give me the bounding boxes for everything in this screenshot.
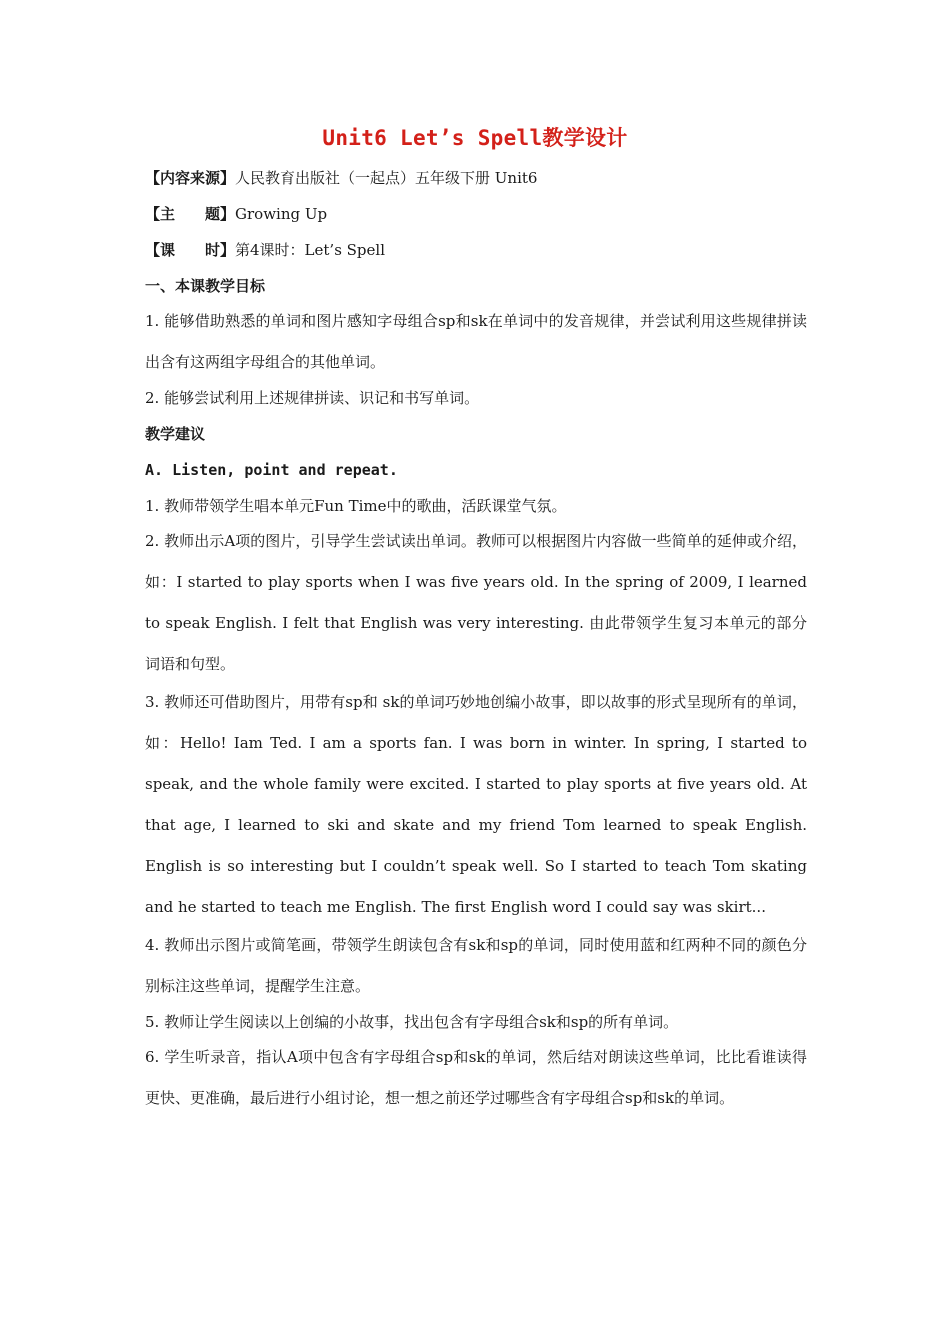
suggestion-item-5: 5. 教师让学生阅读以上创编的小故事，找出包含有字母组合sk和sp的所有单词。: [145, 1013, 679, 1031]
suggestion-item-1: 1. 教师带领学生唱本单元Fun Time中的歌曲，活跃课堂气氛。: [145, 497, 567, 515]
document-title: Unit6 Let’s Spell教学设计: [322, 126, 628, 150]
suggestion-item-4: 4. 教师出示图片或简笔画，带领学生朗读包含有sk和sp的单词，同时使用蓝和红两种不同的颜色分别标注这些单词，提醒学生注意。: [145, 936, 807, 995]
meta-theme-value: Growing Up: [235, 205, 328, 223]
meta-period-value: 第4课时：Let’s Spell: [235, 241, 386, 259]
suggestion-item-2: 2. 教师出示A项的图片，引导学生尝试读出单词。教师可以根据图片内容做一些简单的延伸或介绍，如：I started to play sports when I was five years old. In the spring of 2009, I learned to speak English. I felt that English was very interesting. 由此带领学生复习本单元的部分词语和句型。: [145, 532, 807, 673]
meta-theme: [145, 196, 807, 232]
meta-source-label: 【内容来源】: [145, 169, 236, 187]
meta-source-value: 人民教育出版社（一起点）五年级下册 Unit6: [235, 169, 538, 187]
document-body: [145, 160, 807, 1116]
meta-period: [145, 232, 807, 268]
goal-item-1: 1. 能够借助熟悉的单词和图片感知字母组合sp和sk在单词中的发音规律，并尝试利用这些规律拼读出含有这两组字母组合的其他单词。: [145, 312, 807, 371]
goal-item-2: 2. 能够尝试利用上述规律拼读、识记和书写单词。: [145, 389, 480, 407]
section-suggestions-heading: 教学建议: [145, 425, 206, 443]
meta-theme-label: 【主 题】: [145, 205, 236, 223]
section-a-subheading: A. Listen, point and repeat.: [145, 461, 398, 479]
meta-source: [145, 160, 807, 196]
suggestion-item-3: 3. 教师还可借助图片，用带有sp和 sk的单词巧妙地创编小故事，即以故事的形式呈现所有的单词，如：Hello! Iam Ted. I am a sports fan. I was born in winter. In spring, I started to speak, and the whole family were excited. I started to play sports at five years old. At that age, I learned to ski and skate and my friend Tom learned to speak English. English is so interesting but I couldn’t speak well. So I started to teach Tom skating and he started to teach me English. The first English word I could say was skirt...: [145, 693, 807, 916]
section-goals-heading: 一、本课教学目标: [145, 277, 266, 295]
meta-period-label: 【课 时】: [145, 241, 236, 259]
suggestion-item-6: 6. 学生听录音，指认A项中包含有字母组合sp和sk的单词，然后结对朗读这些单词，比比看谁读得更快、更准确，最后进行小组讨论，想一想之前还学过哪些含有字母组合sp和sk的单词。: [145, 1048, 807, 1107]
